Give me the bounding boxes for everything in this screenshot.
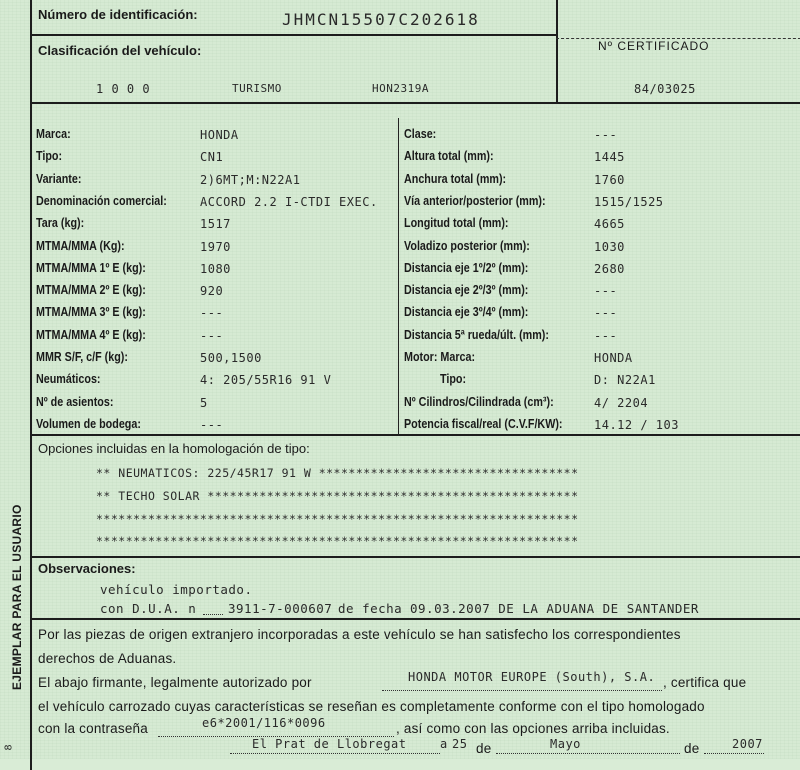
options-label: Opciones incluidas en la homologación de tipo: (38, 441, 310, 456)
left-spec-value: 2)6MT;M:N22A1 (200, 172, 301, 187)
right-spec-label: Altura total (mm): (404, 149, 494, 164)
left-spec-value: 5 (200, 395, 208, 410)
left-spec-value: HONDA (200, 128, 239, 142)
left-spec-label: Nº de asientos: (36, 394, 114, 409)
dua-date: 09.03.2007 DE LA ADUANA DE SANTANDER (410, 601, 699, 616)
left-spec-value: CN1 (200, 150, 224, 165)
identification-label: Número de identificación: (38, 7, 198, 22)
right-spec-label: Clase: (404, 127, 437, 141)
right-spec-label: Vía anterior/posterior (mm): (404, 193, 546, 208)
right-spec-label: Distancia eje 3º/4º (mm): (404, 305, 529, 320)
certification-line3-post: , certifica que (663, 675, 747, 690)
corner-mark: 8 (3, 744, 15, 751)
left-spec-label: MTMA/MMA 3º E (kg): (36, 305, 146, 320)
right-spec-label: Tipo: (440, 372, 467, 387)
certifying-company: HONDA MOTOR EUROPE (South), S.A. (408, 670, 656, 684)
right-spec-label: Nº Cilindros/Cilindrada (cm³): (404, 394, 554, 409)
left-spec-value: 4: 205/55R16 91 V (200, 373, 332, 388)
observations-line2-prefix: con D.U.A. n (100, 601, 197, 616)
right-spec-label: Potencia fiscal/real (C.V.F/KW): (404, 416, 563, 431)
left-spec-value: --- (200, 328, 224, 343)
right-spec-label: Distancia eje 1º/2º (mm): (404, 260, 529, 275)
left-spec-label: Marca: (36, 127, 71, 141)
certification-line1: Por las piezas de origen extranjero incorporadas a este vehículo se han satisfecho los correspondientes (38, 627, 681, 642)
option-line: ***************************************************************** (96, 534, 579, 548)
left-spec-label: Variante: (36, 171, 82, 186)
right-spec-value: HONDA (594, 351, 633, 365)
left-spec-label: Tipo: (36, 149, 63, 164)
vin-value: JHMCN15507C202618 (282, 10, 480, 29)
option-line: ***************************************************************** (96, 512, 579, 526)
dua-number: 3911-7-000607 (228, 601, 333, 616)
left-spec-label: MTMA/MMA 1º E (kg): (36, 260, 146, 275)
right-spec-label: Distancia eje 2º/3º (mm): (404, 283, 529, 298)
left-spec-value: 1970 (200, 239, 231, 254)
left-spec-value: --- (200, 417, 224, 432)
right-spec-value: --- (594, 306, 618, 321)
signing-de-label: de (476, 741, 492, 756)
signing-year: 2007 (732, 737, 763, 751)
right-spec-value: D: N22A1 (594, 373, 656, 388)
classification-label: Clasificación del vehículo: (38, 43, 202, 58)
certification-line5-pre: con la contraseña (38, 721, 148, 736)
option-line: ** NEUMATICOS: 225/45R17 91 W *********************************** (96, 466, 579, 480)
right-spec-value: --- (594, 128, 618, 142)
right-spec-label: Distancia 5ª rueda/últ. (mm): (404, 327, 549, 342)
right-spec-label: Anchura total (mm): (404, 171, 507, 186)
right-spec-label: Longitud total (mm): (404, 216, 509, 231)
approval-number: e6*2001/116*0096 (202, 716, 326, 730)
right-spec-value: 1515/1525 (594, 194, 664, 209)
right-spec-value: 2680 (594, 261, 625, 276)
right-spec-value: 4/ 2204 (594, 395, 649, 410)
right-spec-value: 1760 (594, 172, 625, 187)
left-spec-label: MMR S/F, c/F (kg): (36, 350, 128, 364)
classification-code: 1 0 0 0 (96, 82, 151, 96)
left-spec-value: --- (200, 306, 224, 321)
left-spec-value: 500,1500 (200, 351, 262, 365)
observations-line2-mid: de fecha (338, 601, 403, 616)
option-line: ** TECHO SOLAR ************************************************** (96, 489, 579, 503)
left-spec-value: 1080 (200, 261, 231, 276)
observations-label: Observaciones: (38, 561, 136, 576)
certification-line4: el vehículo carrozado cuyas características se reseñan es completamente conforme con el tipo homologado (38, 699, 705, 714)
signing-month: Mayo (550, 737, 581, 751)
right-spec-value: --- (594, 328, 618, 343)
right-spec-label: Motor: Marca: (404, 350, 476, 364)
left-spec-label: Denominación comercial: (36, 193, 167, 208)
classification-ref: HON2319A (372, 82, 429, 95)
observations-line1: vehículo importado. (100, 582, 253, 597)
right-spec-value: --- (594, 284, 618, 299)
classification-type: TURISMO (232, 82, 282, 95)
right-spec-value: 1445 (594, 150, 625, 165)
right-spec-label: Voladizo posterior (mm): (404, 238, 530, 253)
certification-line2: derechos de Aduanas. (38, 651, 177, 666)
right-spec-value: 1030 (594, 239, 625, 254)
left-spec-label: Tara (kg): (36, 216, 85, 231)
certificate-number-value: 84/03025 (634, 82, 696, 96)
left-spec-value: 920 (200, 284, 224, 299)
left-spec-label: Neumáticos: (36, 372, 101, 387)
left-spec-value: ACCORD 2.2 I-CTDI EXEC. (200, 194, 378, 209)
certification-line3-pre: El abajo firmante, legalmente autorizado por (38, 675, 312, 690)
right-spec-value: 4665 (594, 217, 625, 232)
left-spec-label: MTMA/MMA 4º E (kg): (36, 327, 146, 342)
signing-day: 25 (452, 737, 468, 751)
left-spec-label: MTMA/MMA 2º E (kg): (36, 283, 146, 298)
signing-de-label-2: de (684, 741, 700, 756)
left-spec-label: Volumen de bodega: (36, 416, 141, 431)
signing-a: a (440, 737, 448, 751)
left-spec-value: 1517 (200, 217, 231, 232)
certificate-number-label: Nº CERTIFICADO (598, 39, 710, 53)
side-copy-label: EJEMPLAR PARA EL USUARIO (10, 504, 24, 690)
signing-place: El Prat de Llobregat (252, 737, 407, 751)
certification-line5-post: , así como con las opciones arriba incluidas. (396, 721, 670, 736)
right-spec-value: 14.12 / 103 (594, 417, 679, 432)
left-spec-label: MTMA/MMA (Kg): (36, 238, 125, 253)
